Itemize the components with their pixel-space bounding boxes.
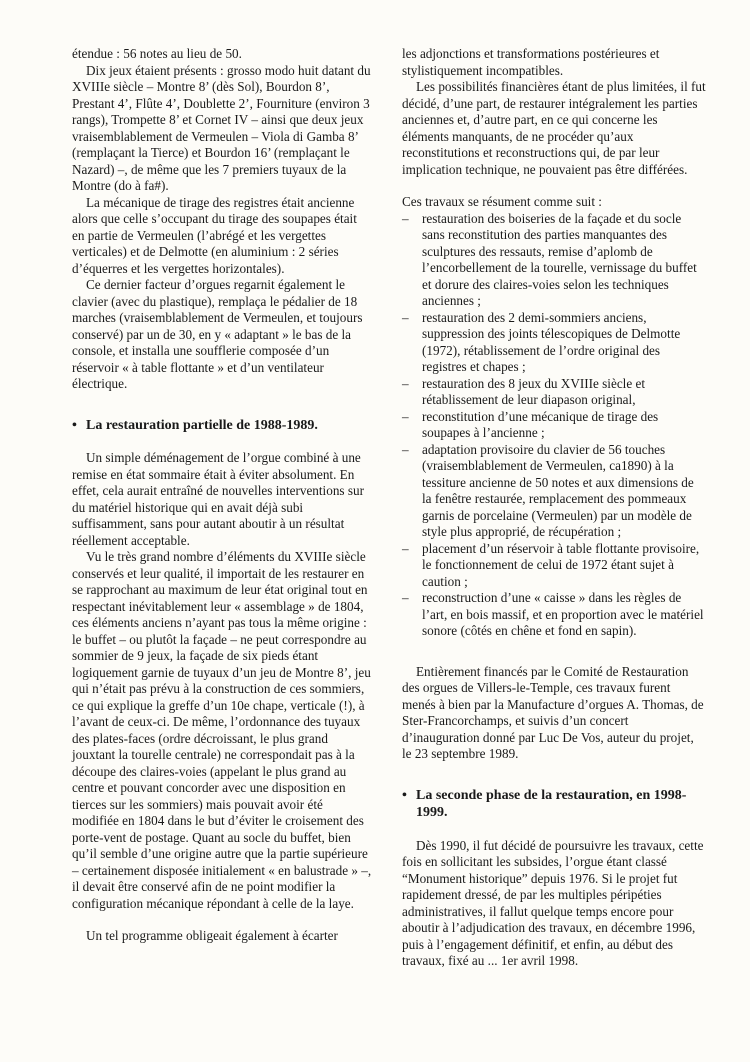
dash-icon: – <box>402 540 409 556</box>
paragraph: Vu le très grand nombre d’éléments du XVIIIe siècle conservés et leur qualité, il importait de les restaurer en se rapprochant au maximum de leur état original tout en respectant inévitablement leur « assemblage » de 1804, ces éléments anciens n’ayant pas tous la même origine : le buffet – ou plutôt la façade – ne peut correspondre au sommier de 9 jeux, la façade de six pieds étant logiquement garnie de tuyaux d’un jeu de Montre 8’, jeu qui n’était pas prévu à la construction de ces sommiers, ce qui explique la greffe d’un 10e chape, verticale (!), à l’avant de ceux-ci. De même, l’ordonnance des tuyaux des plates-faces (ordre décroissant, le plus grand jouxtant la tourelle centrale) ne correspondait pas à la découpe des claires-voies (appelant le plus grand au centre et pouvant concorder avec une disposition en tierces sur les sommiers) mais pouvait avoir été modifiée en 1804 dans le but d’éviter le croisement des porte-vent de postage. Quant au socle du buffet, bien qu’il semble d’une origine autre que la partie supérieure – certainement disposée initialement « en balustrade » –, il devait être conservé afin de ne point modifier la configuration mécanique répondant à celle de la laye. <box>72 549 372 911</box>
bullet-icon: • <box>402 787 407 803</box>
dash-icon: – <box>402 590 409 605</box>
paragraph: Un tel programme obligeait également à écarter <box>86 928 338 943</box>
bullet-icon: • <box>72 417 77 433</box>
left-column <box>72 46 372 945</box>
list-item: – reconstitution d’une mécanique de tirage des soupapes à l’ancienne ; <box>402 408 659 440</box>
dash-icon: – <box>402 210 409 226</box>
paragraph: étendue : 56 notes au lieu de 50. <box>72 46 242 61</box>
right-column <box>402 46 706 970</box>
list-item: – reconstruction d’une « caisse » dans les règles de l’art, en bois massif, et en proportion avec le matériel sonore (côtés en chêne et fond en sapin). <box>402 590 704 638</box>
paragraph: Les possibilités financières étant de plus limitées, il fut décidé, d’une part, de restaurer intégralement les parties anciennes et, d’autre part, en ce qui concerne les éléments manquants, de ne procéder qu’aux reconstitutions et reconstructions qui, de par leur implication technique, ne pouvaient pas être différées. <box>402 79 706 177</box>
section-heading-text: La restauration partielle de 1988-1989. <box>86 417 318 433</box>
dash-icon: – <box>402 441 409 457</box>
paragraph: Un simple déménagement de l’orgue combiné à une remise en état sommaire était à éviter absolument. En effet, cela aurait entraîné de nouvelles interventions sur du matériel historique qui en avait déjà subi suffisamment, sans pour autant aboutir à un résultat réellement acceptable. <box>72 450 364 548</box>
list-item: – placement d’un réservoir à table flottante provisoire, le fonctionnement de celui de 1972 étant sujet à caution ; <box>402 540 700 589</box>
work-list <box>402 211 706 640</box>
paragraph: les adjonctions et transformations postérieures et stylistiquement incompatibles. <box>402 46 660 78</box>
section-heading <box>402 787 706 822</box>
paragraph: Entièrement financés par le Comité de Restauration des orgues de Villers-le-Temple, ces travaux furent menés à bien par la Manufacture d’orgues A. Thomas, de Ster-Francorchamps, et suivis d’un concert d’inauguration donné par Luc De Vos, auteur du projet, le 23 septembre 1989. <box>402 663 704 761</box>
paragraph: Ces travaux se résument comme suit : <box>402 194 602 209</box>
section-heading-text: La seconde phase de la restauration, en 1998-1999. <box>416 787 687 820</box>
paragraph: Dès 1990, il fut décidé de poursuivre les travaux, cette fois en sollicitant les subsides, l’orgue étant classé “Monument historique” depuis 1976. Si le projet fut rapidement dressé, de par les multiples péripéties administratives, il fallut quelque temps encore pour aboutir à l’adjudication des travaux, en décembre 1996, puis à l’engagement définitif, et enfin, au début des travaux, fixé au ... 1er avril 1998. <box>402 837 704 968</box>
list-item: – adaptation provisoire du clavier de 56 touches (vraisemblablement de Vermeulen, ca1890) à la tessiture ancienne de 50 notes et aux dimensions de la fenêtre restaurée, remplacement des pommeaux garnis de porcelaine (Vermeulen) par un modèle de style plus approprié, de récupération ; <box>402 441 694 539</box>
paragraph: Ce dernier facteur d’orgues regarnit également le clavier (avec du plastique), remplaça le pédalier de 18 marches (vraisemblablement de Vermeulen, et toujours conservé) par un de 30, en y « adaptant » le bas de la console, et installa une soufflerie composée d’un réservoir « à table flottante » et d’un ventilateur électrique. <box>72 277 363 391</box>
paragraph: La mécanique de tirage des registres était ancienne alors que celle s’occupant du tirage des soupapes était en partie de Vermeulen (l’abrégé et les vergettes verticales) et de Delmotte (en aluminium : 2 séries d’équerres et les vergettes horizontales). <box>72 194 357 276</box>
list-item: – restauration des boiseries de la façade et du socle sans reconstitution des parties manquantes des sculptures des ressauts, remise d’aplomb de l’encorbellement de la tourelle, vernissage du buffet et dorure des claires-voies selon les techniques anciennes ; <box>402 210 697 308</box>
section-heading <box>72 417 372 435</box>
list-item: – restauration des 2 demi-sommiers anciens, suppression des joints télescopiques de Delmotte (1972), rétablissement de l’ordre original des registres et chapes ; <box>402 309 681 374</box>
dash-icon: – <box>402 375 409 391</box>
dash-icon: – <box>402 408 409 424</box>
list-item: – restauration des 8 jeux du XVIIIe siècle et rétablissement de leur diapason original, <box>402 375 646 407</box>
paragraph: Dix jeux étaient présents : grosso modo huit datant du XVIIIe siècle – Montre 8’ (dès Sol), Bourdon 8’, Prestant 4’, Flûte 4’, Doublette 2’, Fourniture (environ 3 rangs), Trompette 8’ et Cornet IV – ainsi que deux jeux vraisemblablement de Vermeulen – Viola di Gamba 8’ (remplaçant la Tierce) et Bourdon 16’ (remplaçant le Nazard) –, de même que les 7 premiers tuyaux de la Montre (do à fa#). <box>72 62 371 193</box>
dash-icon: – <box>402 309 409 325</box>
